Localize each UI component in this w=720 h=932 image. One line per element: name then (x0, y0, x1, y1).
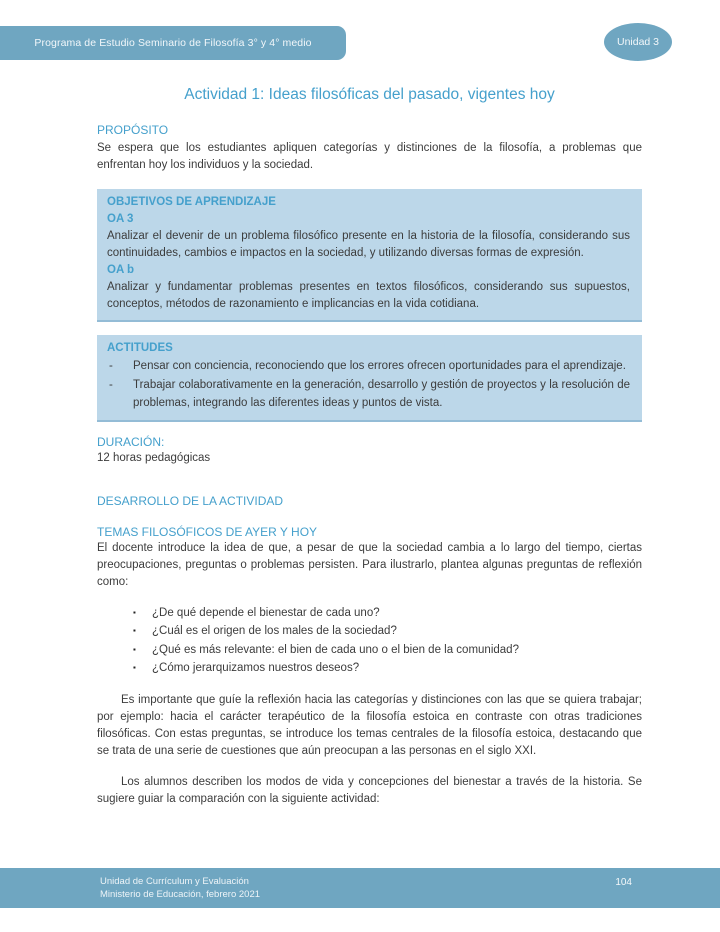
proposito-heading: PROPÓSITO (97, 123, 169, 137)
dash-marker: - (109, 360, 113, 372)
square-bullet-icon: ▪ (133, 626, 136, 635)
oa3-text: Analizar el devenir de un problema filosófico presente en la historia de la filosofía, considerando sus continuidades, cambios e impactos en la sociedad, y utilizando diversas formas de expresión. (107, 230, 630, 259)
square-bullet-icon: ▪ (133, 607, 136, 617)
header-program-label: Programa de Estudio Seminario de Filosofía 3° y 4° medio (34, 37, 312, 49)
footer-line2: Ministerio de Educación, febrero 2021 (100, 889, 261, 900)
footer-credits (100, 875, 260, 901)
activity-title: Actividad 1: Ideas filosóficas del pasado, vigentes hoy (184, 86, 555, 103)
section-duracion (97, 435, 642, 467)
question-list (97, 604, 642, 678)
oab-code: OA b (107, 264, 135, 276)
question-item (97, 604, 642, 623)
actitudes-item-text: Trabajar colaborativamente en la generación, desarrollo y gestión de proyectos y la resolución de problemas, integrando las diferentes ideas y puntos de vista. (133, 378, 630, 409)
header-unit-label: Unidad 3 (616, 36, 660, 48)
actitudes-item (107, 376, 630, 413)
actitudes-heading: ACTITUDES (107, 342, 173, 354)
page-content (97, 0, 642, 808)
temas-heading: TEMAS FILOSÓFICOS DE AYER Y HOY (97, 524, 318, 539)
temas-intro-paragraph: El docente introduce la idea de que, a pesar de que la sociedad cambia a lo largo del tiempo, ciertas preocupaciones, preguntas o problemas persisten. Para ilustrarlo, plantea algunas preguntas de reflexión como: (97, 541, 642, 588)
actitudes-box (97, 335, 642, 422)
question-text: ¿Qué es más relevante: el bien de cada uno o el bien de la comunidad? (152, 643, 519, 656)
question-item (97, 641, 642, 660)
question-item (97, 622, 642, 641)
page-number: 104 (615, 877, 632, 888)
actitudes-item (107, 357, 630, 376)
footer-line1: Unidad de Currículum y Evaluación (100, 876, 249, 887)
dash-marker: - (109, 378, 113, 391)
square-bullet-icon: ▪ (133, 663, 136, 672)
question-text: ¿Cómo jerarquizamos nuestros deseos? (152, 662, 360, 674)
duracion-heading: DURACIÓN: (97, 434, 165, 449)
section-proposito (97, 123, 642, 174)
objetivos-heading: OBJETIVOS DE APRENDIZAJE (107, 196, 276, 208)
objetivos-box (97, 189, 642, 322)
guidance-paragraph: Es importante que guíe la reflexión hacia las categorías y distinciones con las que se quiera trabajar; por ejemplo: hacia el carácter terapéutico de la filosofía estoica en contraste con otras tradiciones filosóficas. Con estas preguntas, se introduce los temas centrales de la filosofía estoica, destacando que se trata de una serie de cuestiones que aún preocupan a las personas en el siglo XXI. (97, 693, 642, 757)
comparison-paragraph: Los alumnos describen los modos de vida y concepciones del bienestar a través de la historia. Se sugiere guiar la comparación con la siguiente actividad: (97, 775, 642, 805)
desarrollo-heading: DESARROLLO DE LA ACTIVIDAD (97, 493, 284, 508)
question-item (97, 659, 642, 678)
question-text: ¿Cuál es el origen de los males de la sociedad? (152, 625, 397, 637)
oa3-code: OA 3 (107, 213, 134, 225)
proposito-body: Se espera que los estudiantes apliquen categorías y distinciones de la filosofía, a problemas que enfrentan hoy los individuos y la sociedad. (97, 142, 642, 171)
duracion-body: 12 horas pedagógicas (97, 451, 211, 464)
footer-band (0, 868, 720, 908)
oab-text: Analizar y fundamentar problemas presentes en textos filosóficos, considerando sus supuestos, conceptos, métodos de razonamiento e implicancias en la vida cotidiana. (107, 281, 630, 310)
actitudes-item-text: Pensar con conciencia, reconociendo que los errores ofrecen oportunidades para el aprendizaje. (133, 360, 626, 372)
square-bullet-icon: ▪ (133, 644, 136, 654)
question-text: ¿De qué depende el bienestar de cada uno? (152, 606, 380, 619)
